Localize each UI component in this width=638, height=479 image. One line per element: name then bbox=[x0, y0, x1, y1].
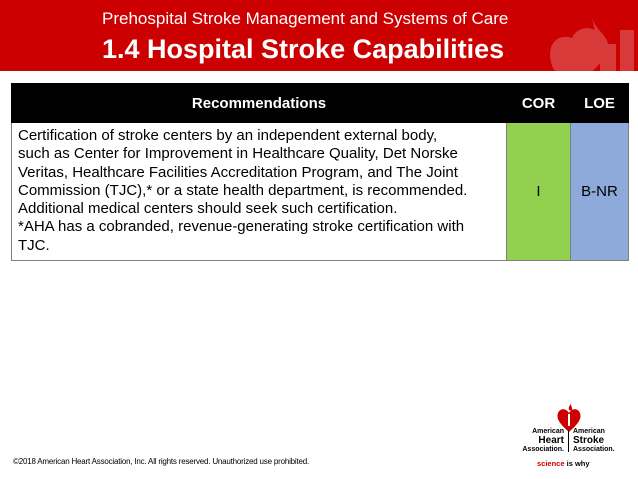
column-header-cor: COR bbox=[507, 84, 571, 123]
slide-title: 1.4 Hospital Stroke Capabilities bbox=[102, 34, 505, 64]
logo-text: Association. bbox=[573, 446, 615, 453]
aha-asa-logo bbox=[513, 400, 625, 472]
heart-watermark-icon bbox=[534, 10, 638, 71]
recommendation-line: Commission (TJC),* or a state health department, is recommended. bbox=[18, 181, 468, 199]
logo-tagline bbox=[537, 459, 590, 468]
recommendation-line: Additional medical centers should seek such certification. bbox=[18, 200, 398, 218]
recommendation-line: such as Center for Improvement in Healthcare Quality, Det Norske bbox=[18, 145, 458, 163]
slide-subtitle: Prehospital Stroke Management and Systems of Care bbox=[102, 9, 509, 28]
recommendation-line: Veritas, Healthcare Facilities Accreditation Program, and The Joint bbox=[18, 163, 458, 181]
logo-divider bbox=[568, 430, 569, 452]
recommendation-text bbox=[12, 123, 507, 261]
recommendation-line: *AHA has a cobranded, revenue-generating stroke certification with bbox=[18, 218, 465, 236]
table-row bbox=[12, 123, 629, 261]
recommendations-table bbox=[11, 83, 629, 261]
logo-text: Stroke bbox=[573, 435, 605, 446]
logo-text: American bbox=[573, 428, 605, 435]
american-stroke-association-name bbox=[573, 428, 623, 454]
logo-text: American bbox=[532, 428, 564, 435]
copyright-notice: ©2018 American Heart Association, Inc. All rights reserved. Unauthorized use prohibited. bbox=[13, 457, 310, 466]
recommendation-line: TJC. bbox=[18, 236, 50, 254]
american-heart-association-name bbox=[518, 428, 564, 454]
cor-value: I bbox=[507, 123, 571, 261]
recommendation-line: Certification of stroke centers by an independent external body, bbox=[18, 127, 438, 144]
column-header-loe: LOE bbox=[571, 84, 629, 123]
table-header-row bbox=[12, 84, 629, 123]
logo-text: Heart bbox=[538, 435, 564, 446]
loe-value: B-NR bbox=[571, 123, 629, 261]
tagline-science: science bbox=[537, 459, 565, 468]
logo-text: Association. bbox=[522, 446, 564, 453]
column-header-recommendations: Recommendations bbox=[12, 84, 507, 123]
tagline-rest: is why bbox=[566, 459, 590, 468]
slide-header bbox=[0, 0, 638, 71]
